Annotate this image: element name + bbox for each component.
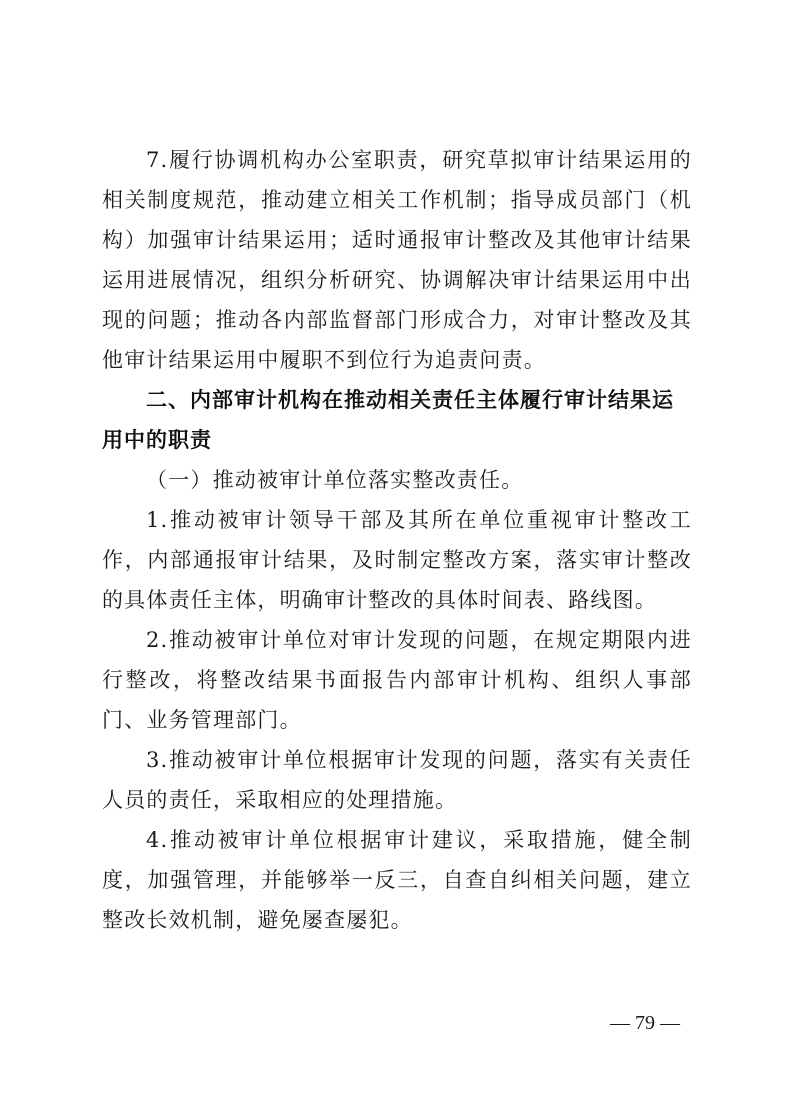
page-number: — 79 — bbox=[610, 1012, 680, 1034]
document-body bbox=[102, 140, 692, 940]
paragraph-item-7: 7.履行协调机构办公室职责，研究草拟审计结果运用的相关制度规范，推动建立相关工作机制；指导成员部门（机构）加强审计结果运用；适时通报审计整改及其他审计结果运用进展情况，组织分析研究、协调解决审计结果运用中出现的问题；推动各内部监督部门形成合力，对审计整改及其他审计结果运用中履职不到位行为追责问责。 bbox=[102, 148, 692, 372]
section-heading-2: 二、内部审计机构在推动相关责任主体履行审计结果运用中的职责 bbox=[102, 388, 674, 452]
paragraph-item-4: 4.推动被审计单位根据审计建议，采取措施，健全制度，加强管理，并能够举一反三，自查自纠相关问题，建立整改长效机制，避免屡查屡犯。 bbox=[102, 828, 692, 932]
subsection-heading-1: （一）推动被审计单位落实整改责任。 bbox=[146, 468, 524, 492]
paragraph-item-3: 3.推动被审计单位根据审计发现的问题，落实有关责任人员的责任，采取相应的处理措施。 bbox=[102, 748, 692, 812]
paragraph-item-1: 1.推动被审计领导干部及其所在单位重视审计整改工作，内部通报审计结果，及时制定整改方案，落实审计整改的具体责任主体，明确审计整改的具体时间表、路线图。 bbox=[102, 508, 692, 612]
paragraph-item-2: 2.推动被审计单位对审计发现的问题，在规定期限内进行整改，将整改结果书面报告内部审计机构、组织人事部门、业务管理部门。 bbox=[102, 628, 692, 732]
